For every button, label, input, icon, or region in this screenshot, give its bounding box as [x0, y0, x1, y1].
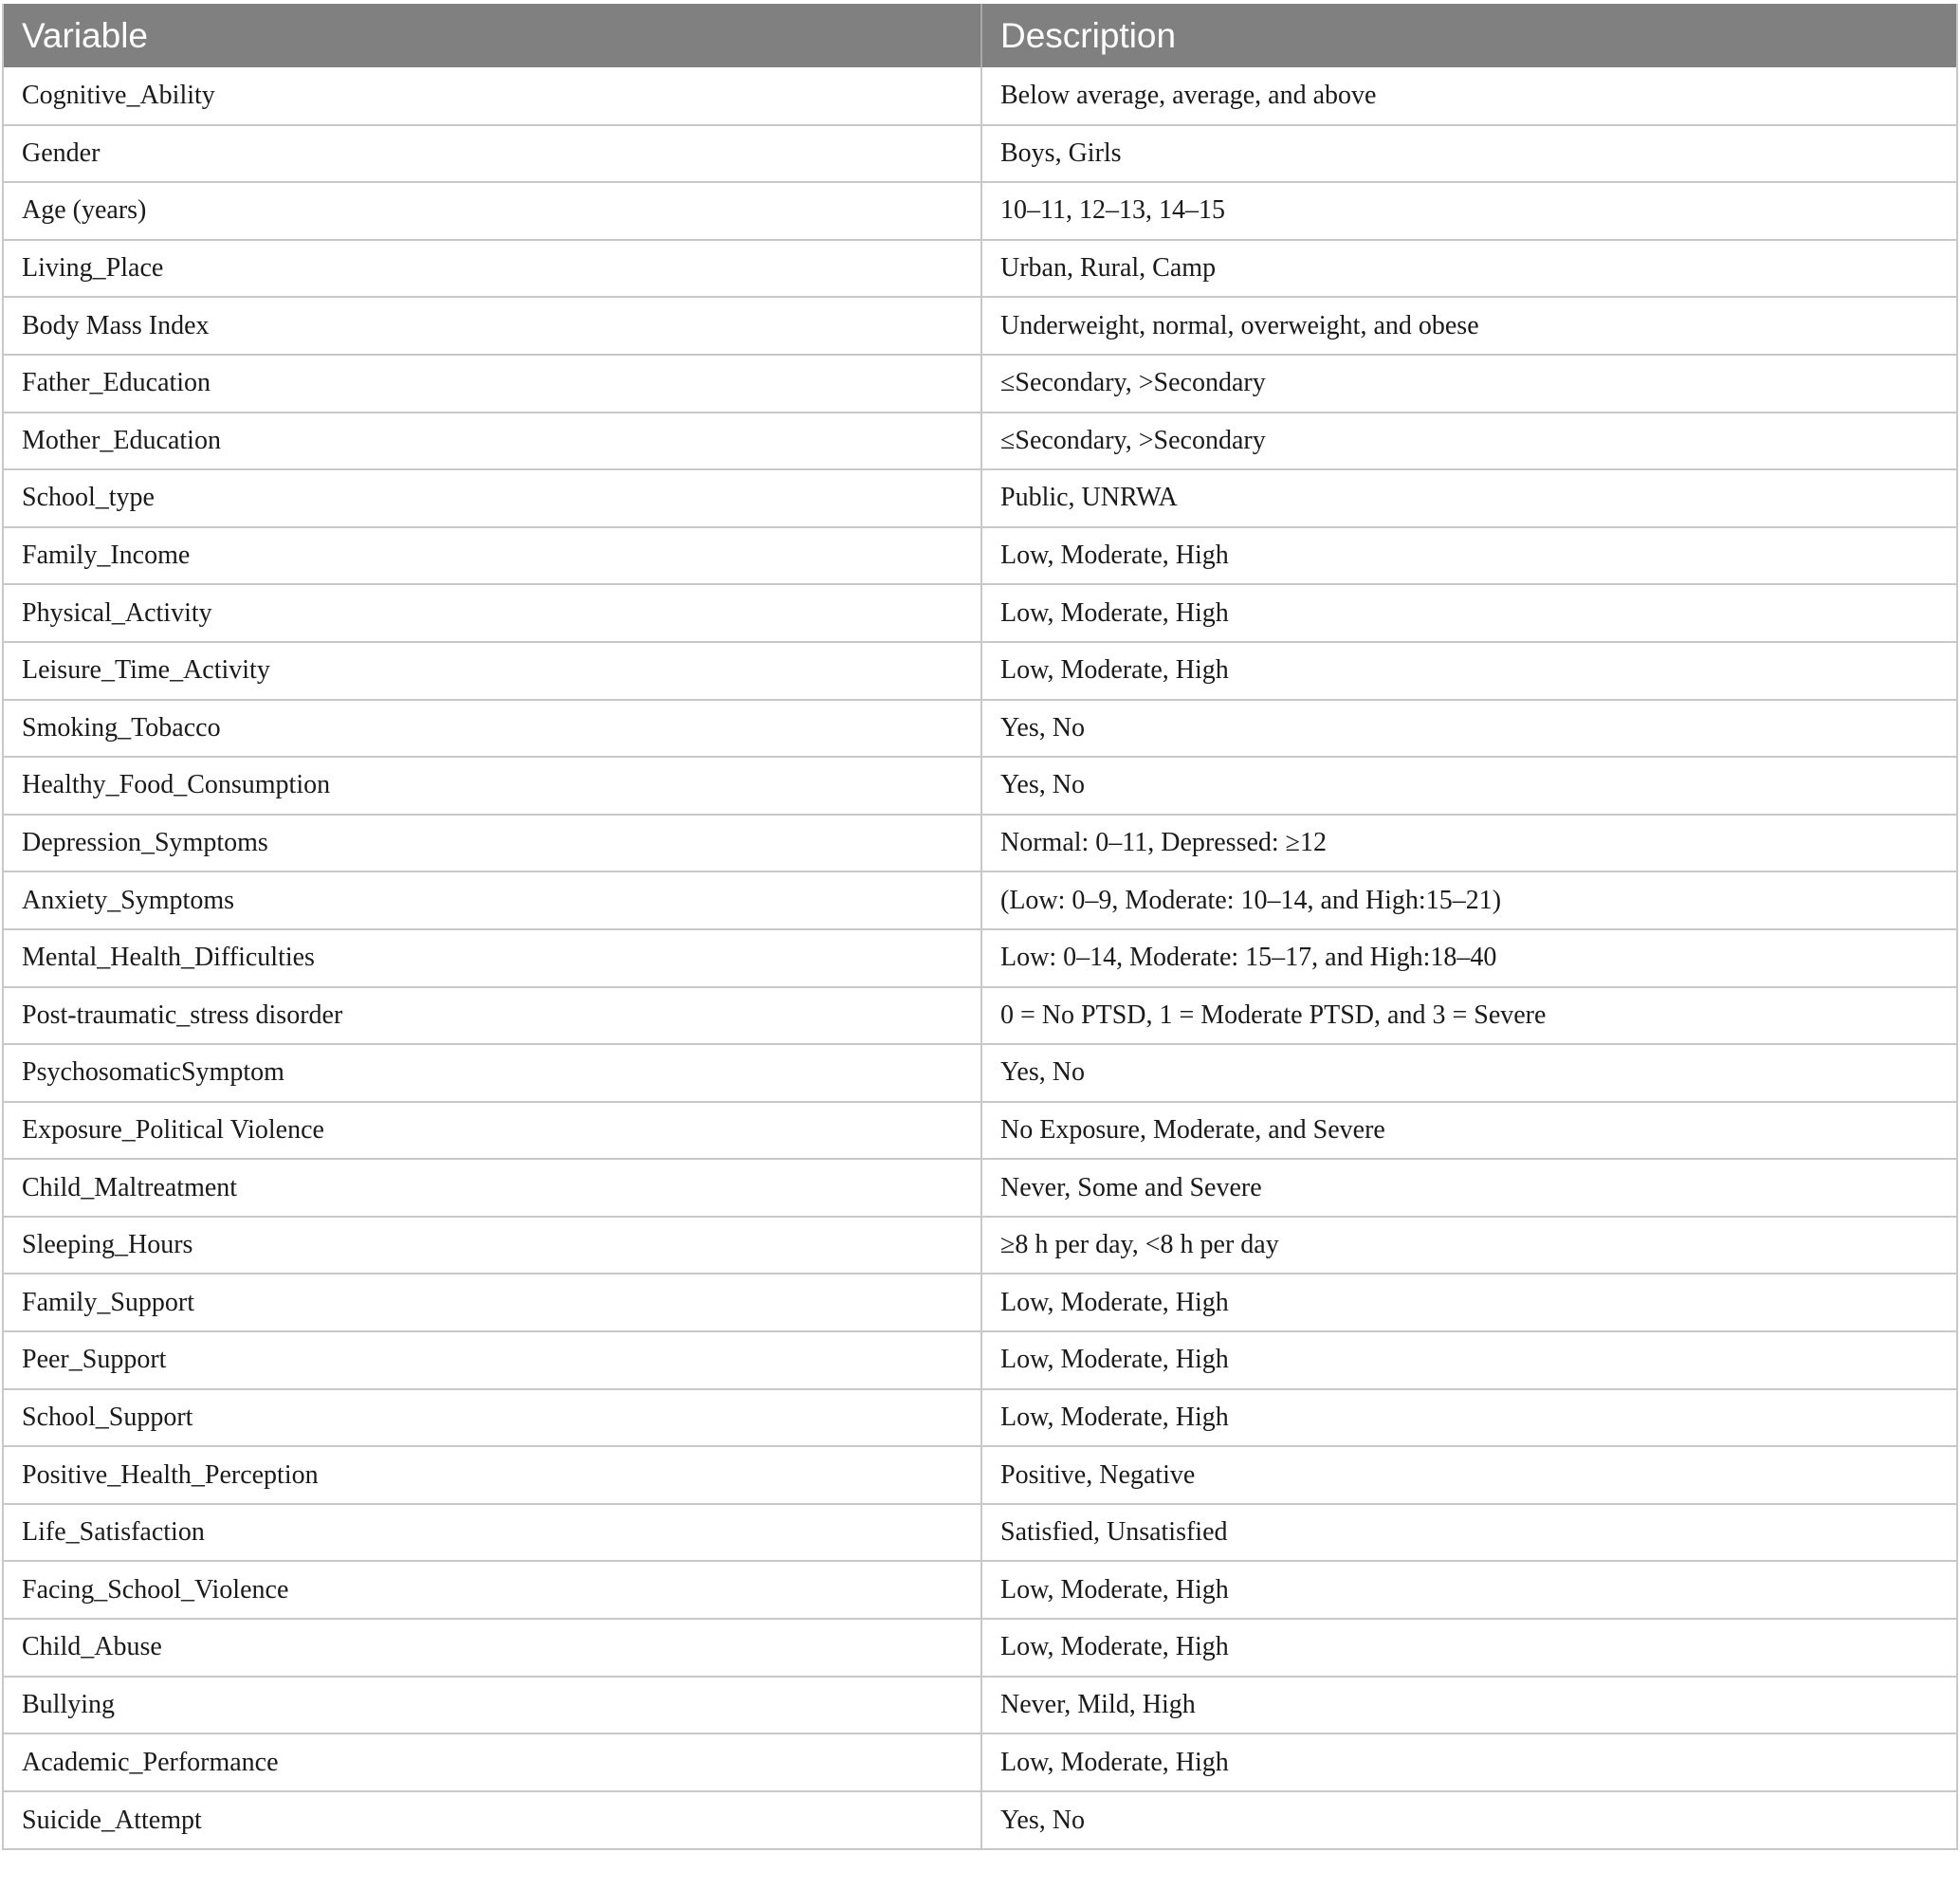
description-cell: Normal: 0–11, Depressed: ≥12	[981, 815, 1956, 872]
table-row	[4, 584, 1956, 642]
description-cell: ≤Secondary, >Secondary	[981, 413, 1956, 470]
variable-cell: Smoking_Tobacco	[4, 700, 981, 758]
header-description: Description	[981, 4, 1956, 67]
header-variable: Variable	[4, 4, 981, 67]
variable-cell: School_type	[4, 469, 981, 527]
table-row	[4, 757, 1956, 815]
variable-cell: Depression_Symptoms	[4, 815, 981, 872]
table-row	[4, 182, 1956, 240]
description-cell: Boys, Girls	[981, 125, 1956, 183]
table-row	[4, 1504, 1956, 1562]
description-cell: Low, Moderate, High	[981, 642, 1956, 700]
description-cell: Low: 0–14, Moderate: 15–17, and High:18–40	[981, 929, 1956, 987]
variable-cell: Living_Place	[4, 240, 981, 298]
variable-cell: Gender	[4, 125, 981, 183]
variable-cell: Physical_Activity	[4, 584, 981, 642]
description-cell: Yes, No	[981, 757, 1956, 815]
variable-cell: Body Mass Index	[4, 297, 981, 355]
table-row	[4, 1561, 1956, 1619]
table-row	[4, 1331, 1956, 1389]
table-row	[4, 527, 1956, 585]
description-cell: (Low: 0–9, Moderate: 10–14, and High:15–21)	[981, 871, 1956, 929]
variables-table	[4, 4, 1956, 1848]
variable-cell: Bullying	[4, 1677, 981, 1734]
header-row	[4, 4, 1956, 67]
variable-cell: Life_Satisfaction	[4, 1504, 981, 1562]
variables-table-container	[2, 4, 1958, 1850]
variable-cell: Peer_Support	[4, 1331, 981, 1389]
variable-cell: Mother_Education	[4, 413, 981, 470]
table-row	[4, 1159, 1956, 1217]
table-row	[4, 355, 1956, 413]
description-cell: Urban, Rural, Camp	[981, 240, 1956, 298]
table-row	[4, 1389, 1956, 1447]
table-row	[4, 642, 1956, 700]
description-cell: Below average, average, and above	[981, 67, 1956, 125]
table-row	[4, 987, 1956, 1045]
description-cell: 10–11, 12–13, 14–15	[981, 182, 1956, 240]
variable-cell: Family_Income	[4, 527, 981, 585]
description-cell: ≥8 h per day, <8 h per day	[981, 1217, 1956, 1275]
variable-cell: Family_Support	[4, 1274, 981, 1331]
table-row	[4, 297, 1956, 355]
variable-cell: Post-traumatic_stress disorder	[4, 987, 981, 1045]
description-cell: Yes, No	[981, 1044, 1956, 1102]
variable-cell: Suicide_Attempt	[4, 1791, 981, 1849]
table-body	[4, 67, 1956, 1848]
table-row	[4, 1446, 1956, 1504]
description-cell: Low, Moderate, High	[981, 1274, 1956, 1331]
table-row	[4, 1044, 1956, 1102]
description-cell: 0 = No PTSD, 1 = Moderate PTSD, and 3 = Severe	[981, 987, 1956, 1045]
variable-cell: School_Support	[4, 1389, 981, 1447]
table-row	[4, 125, 1956, 183]
description-cell: Low, Moderate, High	[981, 1331, 1956, 1389]
description-cell: Public, UNRWA	[981, 469, 1956, 527]
description-cell: Positive, Negative	[981, 1446, 1956, 1504]
variable-cell: Cognitive_Ability	[22, 80, 215, 110]
table-row	[4, 240, 1956, 298]
variable-cell: Age (years)	[4, 182, 981, 240]
table-row	[4, 815, 1956, 872]
description-cell: Underweight, normal, overweight, and obese	[981, 297, 1956, 355]
variable-cell: Leisure_Time_Activity	[4, 642, 981, 700]
table-row	[4, 700, 1956, 758]
description-cell: Satisfied, Unsatisfied	[981, 1504, 1956, 1562]
description-cell: ≤Secondary, >Secondary	[981, 355, 1956, 413]
table-row	[4, 1733, 1956, 1791]
description-cell: No Exposure, Moderate, and Severe	[981, 1102, 1956, 1160]
variable-cell: Facing_School_Violence	[4, 1561, 981, 1619]
table-row	[4, 1274, 1956, 1331]
table-header	[4, 4, 1956, 67]
variable-cell: Healthy_Food_Consumption	[4, 757, 981, 815]
description-cell: Low, Moderate, High	[981, 527, 1956, 585]
table-row	[4, 1677, 1956, 1734]
table-row	[4, 929, 1956, 987]
description-cell: Low, Moderate, High	[981, 1561, 1956, 1619]
description-cell: Low, Moderate, High	[981, 1619, 1956, 1677]
table-row	[4, 1791, 1956, 1849]
description-cell: Low, Moderate, High	[981, 1389, 1956, 1447]
description-cell: Never, Some and Severe	[981, 1159, 1956, 1217]
variable-cell: Exposure_Political Violence	[4, 1102, 981, 1160]
variable-cell: Father_Education	[4, 355, 981, 413]
table-row	[4, 871, 1956, 929]
table-row	[4, 413, 1956, 470]
table-row	[4, 1217, 1956, 1275]
table-row	[4, 469, 1956, 527]
description-cell: Yes, No	[981, 1791, 1956, 1849]
description-cell: Low, Moderate, High	[981, 584, 1956, 642]
variable-cell: Anxiety_Symptoms	[4, 871, 981, 929]
variable-cell: Positive_Health_Perception	[4, 1446, 981, 1504]
variable-cell: Child_Maltreatment	[4, 1159, 981, 1217]
description-cell: Yes, No	[981, 700, 1956, 758]
table-row	[4, 1619, 1956, 1677]
table-row	[4, 67, 1956, 125]
variable-cell: Child_Abuse	[4, 1619, 981, 1677]
variable-cell: Mental_Health_Difficulties	[4, 929, 981, 987]
variable-cell: PsychosomaticSymptom	[4, 1044, 981, 1102]
variable-cell: Academic_Performance	[4, 1733, 981, 1791]
description-cell: Never, Mild, High	[981, 1677, 1956, 1734]
table-row	[4, 1102, 1956, 1160]
variable-cell: Sleeping_Hours	[4, 1217, 981, 1275]
description-cell: Low, Moderate, High	[981, 1733, 1956, 1791]
